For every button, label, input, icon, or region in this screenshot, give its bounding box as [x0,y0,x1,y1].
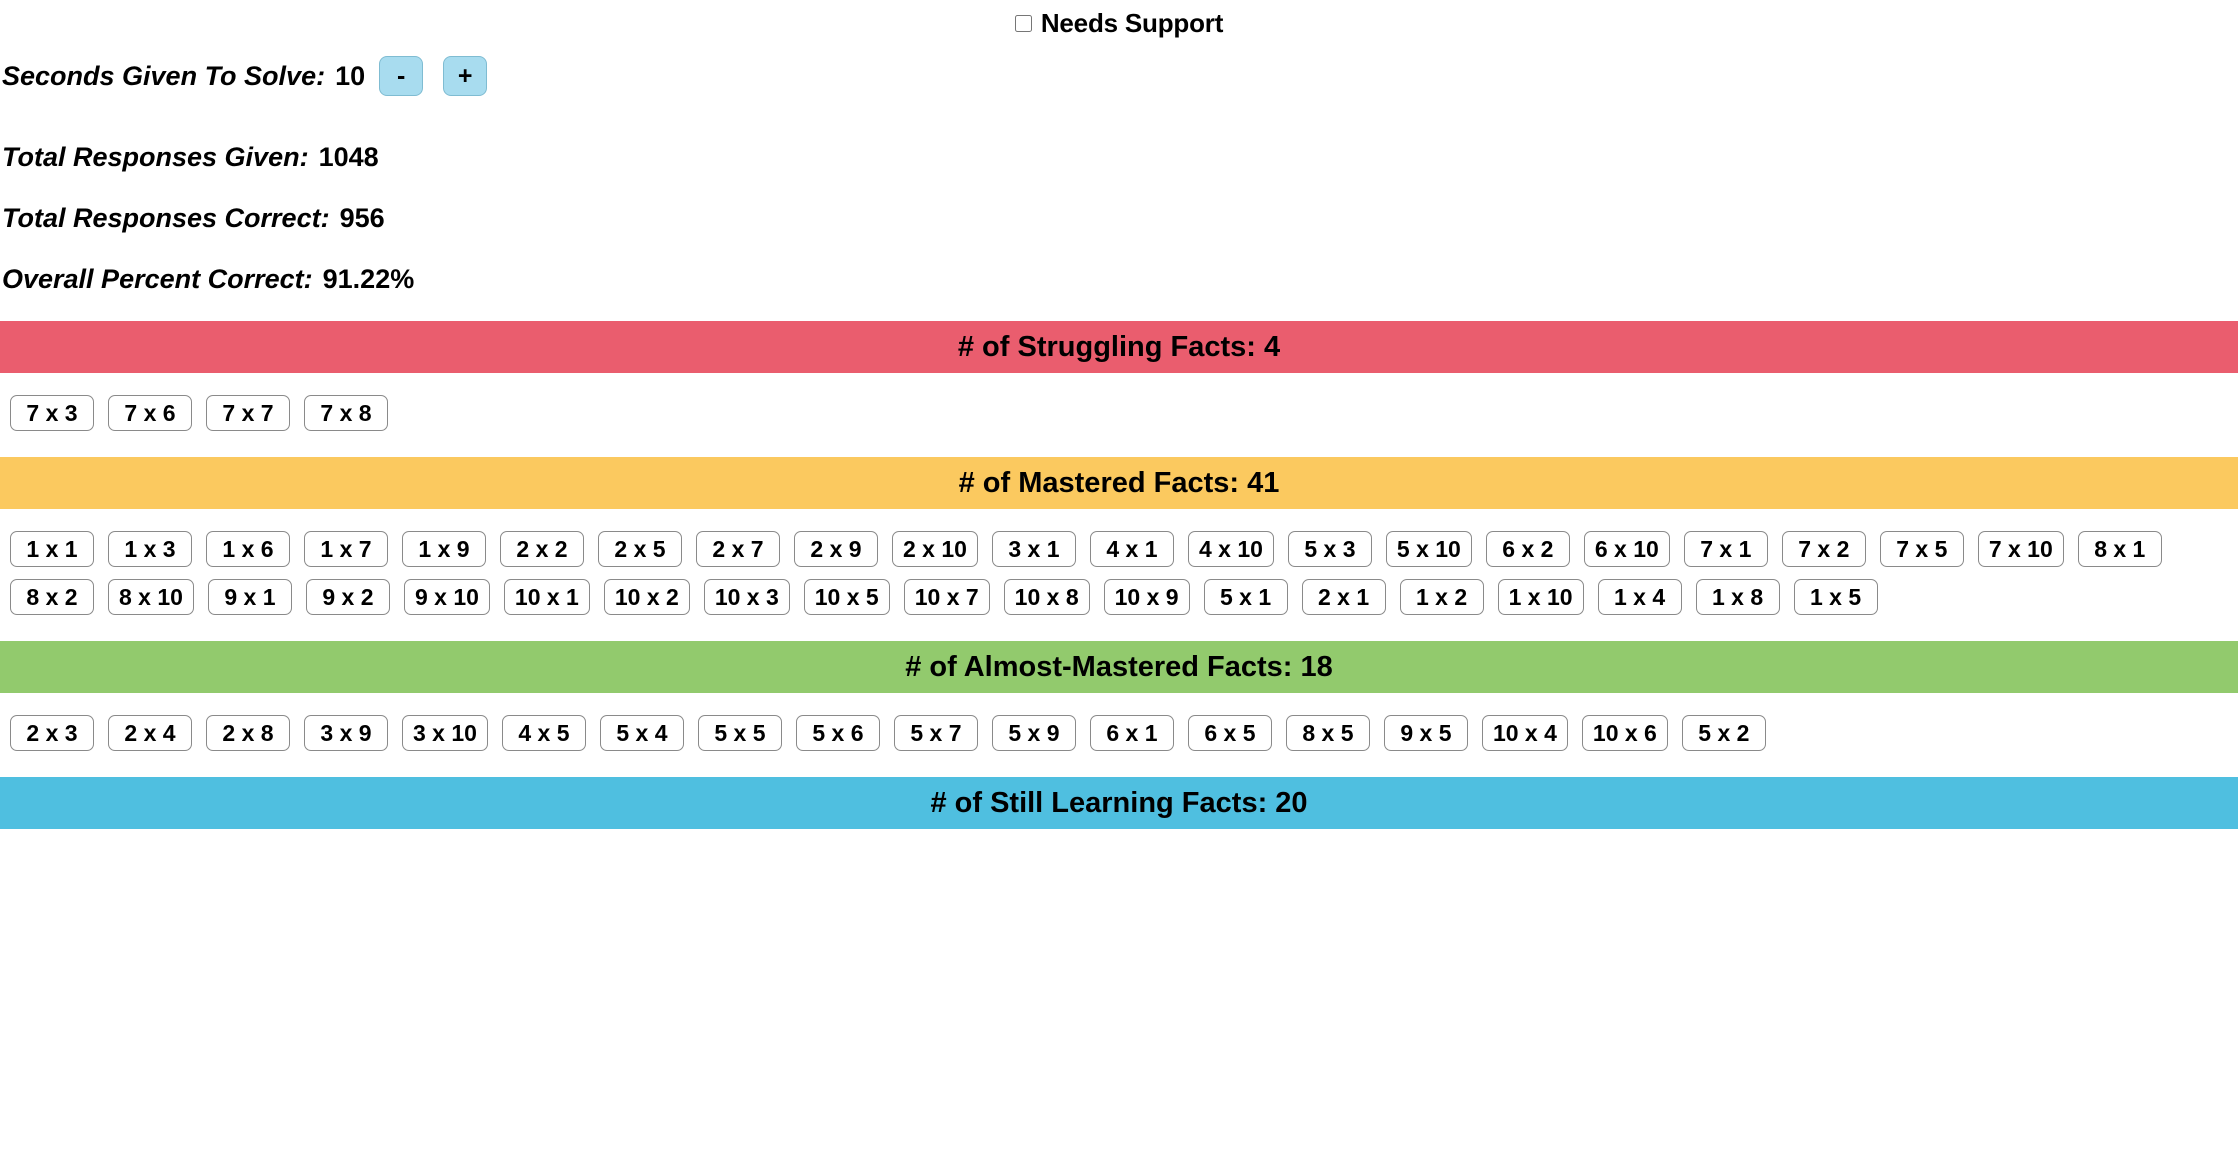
fact-chip[interactable]: 8 x 1 [2078,531,2162,567]
fact-chip[interactable]: 10 x 6 [1582,715,1668,751]
overall-percent-correct-value: 91.22% [322,264,415,294]
fact-chip[interactable]: 10 x 7 [904,579,990,615]
fact-chip[interactable]: 5 x 10 [1386,531,1472,567]
overall-percent-correct-label: Overall Percent Correct: [2,264,313,294]
seconds-decrement-button[interactable]: - [379,56,423,96]
struggling-facts-list [0,373,2238,431]
almost-mastered-facts-list [0,693,2238,751]
total-responses-given-value: 1048 [318,142,379,172]
mastered-facts-banner: # of Mastered Facts: 41 [0,457,2238,509]
fact-chip[interactable]: 7 x 5 [1880,531,1964,567]
needs-support-row [0,0,2238,38]
fact-chip[interactable]: 4 x 1 [1090,531,1174,567]
fact-chip[interactable]: 10 x 1 [504,579,590,615]
fact-chip[interactable]: 8 x 2 [10,579,94,615]
fact-chip[interactable]: 4 x 10 [1188,531,1274,567]
fact-chip[interactable]: 1 x 8 [1696,579,1780,615]
fact-chip[interactable]: 1 x 1 [10,531,94,567]
total-responses-given-label: Total Responses Given: [2,142,309,172]
fact-chip[interactable]: 1 x 5 [1794,579,1878,615]
stats-block [0,142,2238,295]
fact-chip[interactable]: 2 x 7 [696,531,780,567]
fact-chip[interactable]: 5 x 3 [1288,531,1372,567]
fact-chip[interactable]: 2 x 8 [206,715,290,751]
fact-chip[interactable]: 2 x 4 [108,715,192,751]
fact-chip[interactable]: 5 x 6 [796,715,880,751]
total-responses-given-row [0,142,2238,173]
overall-percent-correct-row [0,264,2238,295]
fact-chip[interactable]: 9 x 1 [208,579,292,615]
fact-chip[interactable]: 7 x 10 [1978,531,2064,567]
struggling-facts-banner: # of Struggling Facts: 4 [0,321,2238,373]
seconds-given-value: 10 [335,60,366,91]
fact-chip[interactable]: 7 x 8 [304,395,388,431]
fact-chip[interactable]: 8 x 5 [1286,715,1370,751]
fact-chip[interactable]: 1 x 2 [1400,579,1484,615]
still-learning-facts-list [0,829,2238,851]
fact-chip[interactable]: 10 x 4 [1482,715,1568,751]
fact-chip[interactable]: 3 x 9 [304,715,388,751]
fact-chip[interactable]: 7 x 3 [10,395,94,431]
needs-support-checkbox[interactable] [1015,15,1032,32]
fact-chip[interactable]: 8 x 10 [108,579,194,615]
fact-chip[interactable]: 5 x 1 [1204,579,1288,615]
fact-chip[interactable]: 2 x 1 [1302,579,1386,615]
fact-chip[interactable]: 10 x 2 [604,579,690,615]
seconds-given-row [0,54,2238,98]
fact-chip[interactable]: 6 x 5 [1188,715,1272,751]
fact-chip[interactable]: 2 x 10 [892,531,978,567]
fact-chip[interactable]: 10 x 8 [1004,579,1090,615]
fact-chip[interactable]: 1 x 9 [402,531,486,567]
fact-chip[interactable]: 4 x 5 [502,715,586,751]
still-learning-facts-banner: # of Still Learning Facts: 20 [0,777,2238,829]
fact-chip[interactable]: 2 x 5 [598,531,682,567]
needs-support-label: Needs Support [1040,7,1224,38]
fact-chip[interactable]: 3 x 10 [402,715,488,751]
fact-chip[interactable]: 5 x 5 [698,715,782,751]
fact-chip[interactable]: 1 x 6 [206,531,290,567]
fact-chip[interactable]: 2 x 2 [500,531,584,567]
fact-chip[interactable]: 1 x 3 [108,531,192,567]
fact-chip[interactable]: 2 x 9 [794,531,878,567]
fact-chip[interactable]: 10 x 5 [804,579,890,615]
fact-chip[interactable]: 5 x 9 [992,715,1076,751]
fact-chip[interactable]: 5 x 2 [1682,715,1766,751]
fact-chip[interactable]: 1 x 7 [304,531,388,567]
seconds-given-label: Seconds Given To Solve: [2,60,326,91]
fact-chip[interactable]: 10 x 3 [704,579,790,615]
total-responses-correct-row [0,203,2238,234]
fact-chip[interactable]: 3 x 1 [992,531,1076,567]
fact-chip[interactable]: 9 x 2 [306,579,390,615]
fact-chip[interactable]: 7 x 1 [1684,531,1768,567]
fact-chip[interactable]: 10 x 9 [1104,579,1190,615]
seconds-increment-button[interactable]: + [443,56,487,96]
fact-chip[interactable]: 7 x 7 [206,395,290,431]
fact-chip[interactable]: 9 x 10 [404,579,490,615]
total-responses-correct-value: 956 [339,203,385,233]
mastered-facts-list [0,509,2238,615]
fact-chip[interactable]: 6 x 2 [1486,531,1570,567]
fact-chip[interactable]: 7 x 2 [1782,531,1866,567]
fact-chip[interactable]: 6 x 10 [1584,531,1670,567]
fact-chip[interactable]: 1 x 4 [1598,579,1682,615]
total-responses-correct-label: Total Responses Correct: [2,203,330,233]
fact-chip[interactable]: 2 x 3 [10,715,94,751]
almost-mastered-facts-banner: # of Almost-Mastered Facts: 18 [0,641,2238,693]
fact-chip[interactable]: 7 x 6 [108,395,192,431]
fact-chip[interactable]: 9 x 5 [1384,715,1468,751]
fact-chip[interactable]: 5 x 7 [894,715,978,751]
fact-chip[interactable]: 5 x 4 [600,715,684,751]
fact-chip[interactable]: 6 x 1 [1090,715,1174,751]
fact-chip[interactable]: 1 x 10 [1498,579,1584,615]
